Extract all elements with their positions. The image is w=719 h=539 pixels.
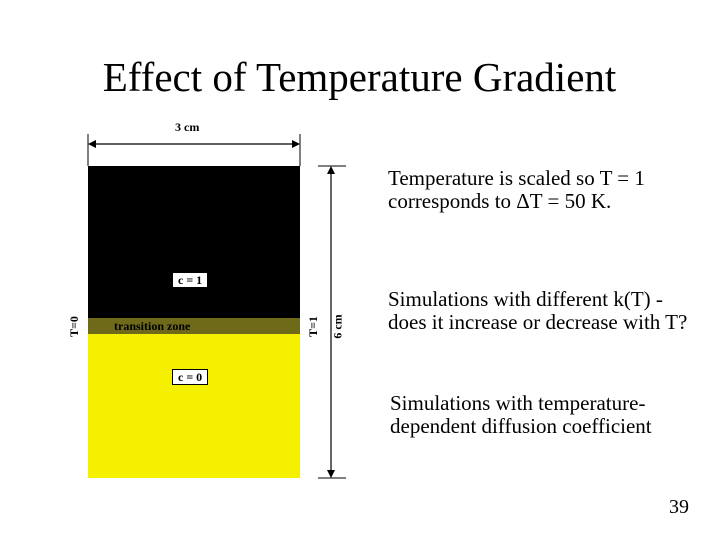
width-arrow-right xyxy=(292,140,300,148)
text-simulations-k: Simulations with different k(T) -does it increase or decrease with T? xyxy=(388,287,688,334)
text-simulations-diffusion: Simulations with temperature-dependent diffusion coefficient xyxy=(390,391,652,438)
label-transition-zone: transition zone xyxy=(114,319,191,333)
label-c0: c = 0 xyxy=(172,369,208,385)
height-arrow-bottom xyxy=(327,470,335,478)
width-arrow-left xyxy=(88,140,96,148)
height-arrow-top xyxy=(327,166,335,174)
label-c1: c = 1 xyxy=(172,272,208,288)
right-temperature-label: T=1 xyxy=(305,316,320,337)
left-temperature-label: T=0 xyxy=(66,316,81,337)
height-label: 6 cm xyxy=(330,314,345,339)
slide-title: Effect of Temperature Gradient xyxy=(102,54,617,100)
width-label: 3 cm xyxy=(175,120,200,134)
text-temperature-scaling: Temperature is scaled so T = 1 corresponds to ΔT = 50 K. xyxy=(388,166,645,213)
page-number: 39 xyxy=(669,496,689,518)
